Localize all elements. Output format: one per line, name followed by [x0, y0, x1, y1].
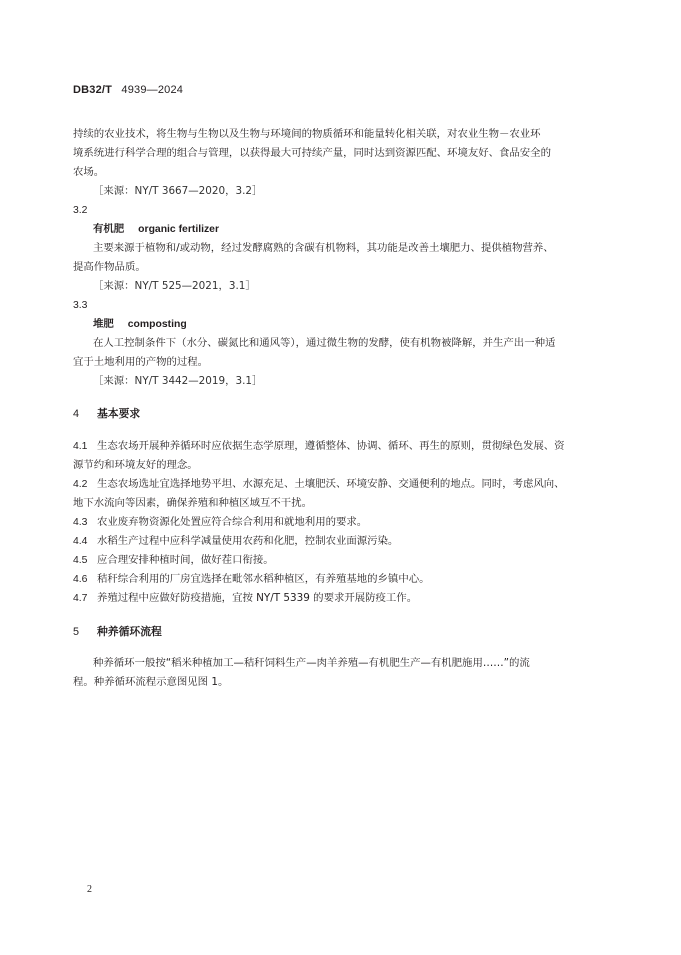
paragraph-line: 农场。 [73, 166, 105, 178]
source-citation: ［来源：NY/T 525—2021，3.1］ [93, 280, 256, 292]
clause-line [73, 532, 609, 551]
section-number: 4 [73, 408, 80, 420]
clause-text: 生态农场选址宜选择地势平坦、水源充足、土壤肥沃、环境安静、交通便利的地点。同时，考虑风向、 [97, 478, 565, 490]
term-heading [93, 315, 629, 334]
clause-line [73, 570, 609, 589]
term-heading [93, 220, 629, 239]
clause-number: 4.5 [73, 555, 88, 566]
clause-line [73, 589, 609, 608]
clause-number: 4.2 [73, 479, 88, 490]
clause-number: 4.6 [73, 574, 88, 585]
section-title: 种养循环流程 [97, 625, 162, 638]
paragraph-line: 境系统进行科学合理的组合与管理，以获得最大可持续产量，同时达到资源匹配、环境友好、食品安全的 [73, 147, 551, 159]
clause-number: 4.3 [73, 517, 88, 528]
clause-text: 养殖过程中应做好防疫措施，宜按 NY/T 5339 的要求开展防疫工作。 [97, 592, 418, 604]
clause-number: 3.3 [73, 300, 88, 311]
term-zh: 有机肥 [93, 223, 125, 235]
clause-line [73, 437, 609, 456]
standard-header [73, 84, 183, 96]
paragraph-line: 程。种养循环流程示意图见图 1。 [73, 676, 229, 688]
paragraph-line: 持续的农业技术，将生物与生物以及生物与环境间的物质循环和能量转化相关联，对农业生物－农业环 [73, 128, 541, 140]
paragraph-line: 地下水流向等因素，确保养殖和种植区域互不干扰。 [73, 497, 312, 509]
standard-code: DB32/T [73, 84, 113, 96]
paragraph-line: 种养循环一般按“稻米种植加工—秸秆饲料生产—肉羊养殖—有机肥生产—有机肥施用……”的流 [93, 657, 530, 669]
section-heading-5 [73, 622, 609, 642]
clause-number: 4.7 [73, 593, 88, 604]
source-citation: ［来源：NY/T 3667—2020，3.2］ [93, 185, 263, 197]
paragraph-line: 提高作物品质。 [73, 261, 146, 273]
clause-line [73, 513, 609, 532]
standard-number: 4939—2024 [121, 84, 184, 96]
section-title: 基本要求 [97, 407, 141, 420]
term-en: composting [127, 319, 187, 330]
clause-number: 3.2 [73, 205, 88, 216]
paragraph-line: 源节约和环境友好的理念。 [73, 459, 198, 471]
clause-text: 生态农场开展种养循环时应依据生态学原理，遵循整体、协调、循环、再生的原则，贯彻绿色发展、资 [97, 440, 565, 452]
section-heading-4 [73, 404, 609, 424]
section-number: 5 [73, 626, 80, 638]
paragraph-line: 主要来源于植物和/或动物，经过发酵腐熟的含碳有机物料，其功能是改善土壤肥力、提供植物营养、 [93, 242, 554, 254]
source-citation: ［来源：NY/T 3442—2019，3.1］ [93, 375, 263, 387]
clause-line [73, 551, 609, 570]
paragraph-line: 在人工控制条件下（水分、碳氮比和通风等），通过微生物的发酵，使有机物被降解，并生产出一种适 [93, 337, 556, 349]
term-zh: 堆肥 [93, 318, 114, 330]
paragraph-line: 宜于土地利用的产物的过程。 [73, 356, 209, 368]
term-en: organic fertilizer [138, 224, 220, 235]
clause-text: 应合理安排种植时间，做好茬口衔接。 [97, 554, 274, 566]
clause-line [73, 475, 609, 494]
clause-text: 秸秆综合利用的厂房宜选择在毗邻水稻种植区，有养殖基地的乡镇中心。 [97, 573, 430, 585]
clause-text: 水稻生产过程中应科学减量使用农药和化肥，控制农业面源污染。 [97, 535, 399, 547]
clause-text: 农业废弃物资源化处置应符合综合利用和就地利用的要求。 [97, 516, 368, 528]
page-number: 2 [87, 884, 92, 895]
clause-number: 4.1 [73, 441, 88, 452]
clause-number: 4.4 [73, 536, 88, 547]
